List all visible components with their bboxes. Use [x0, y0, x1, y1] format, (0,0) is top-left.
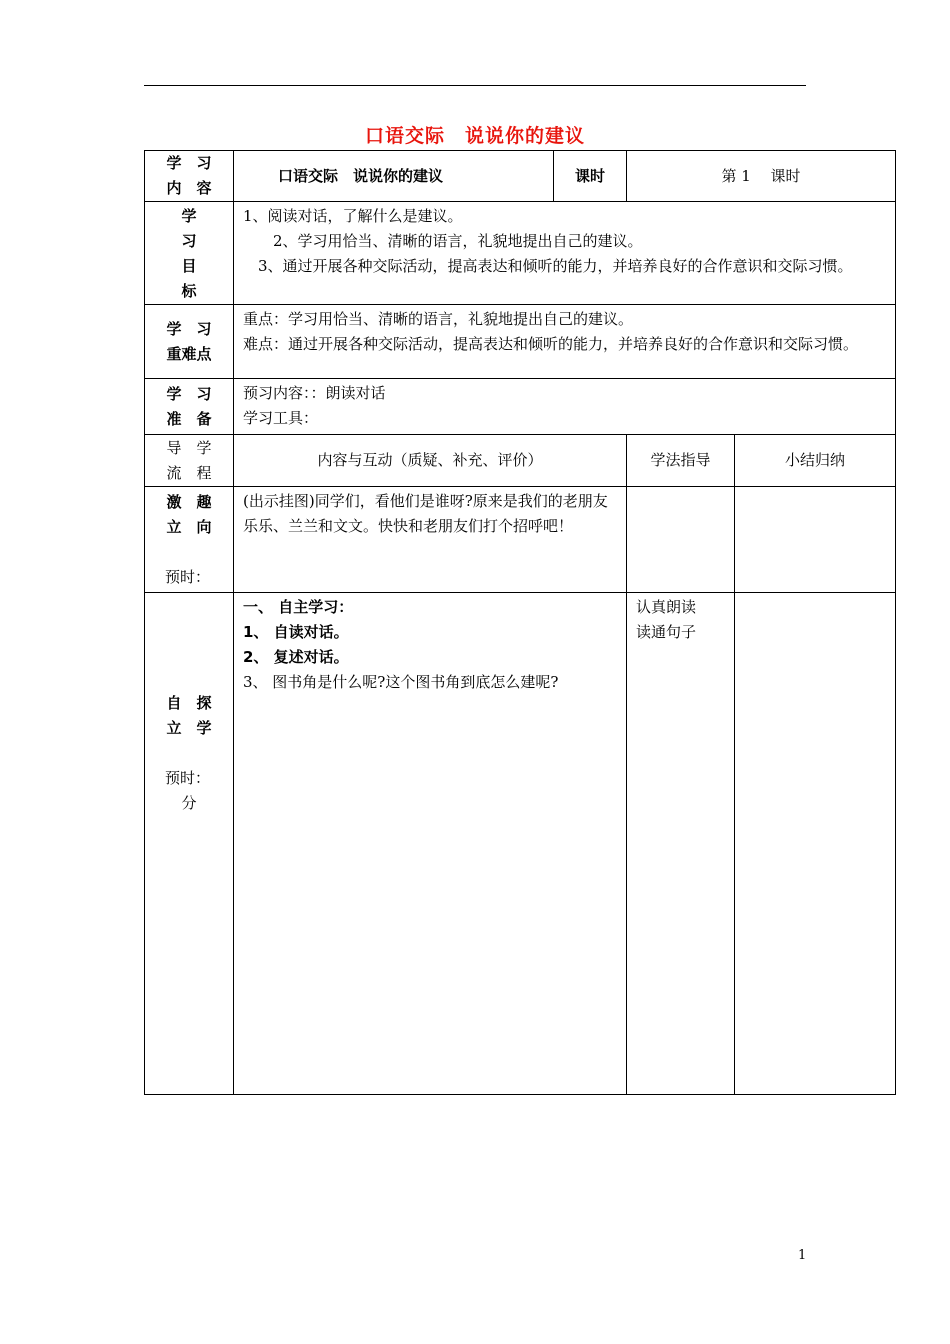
interest-method [627, 487, 735, 593]
label-line: 自 探 [166, 694, 212, 712]
time-label: 预时： [165, 568, 211, 586]
label-line: 流 程 [166, 463, 212, 482]
header-rule [144, 85, 806, 86]
label-char: 标 [181, 282, 197, 300]
label-preparation [145, 379, 234, 435]
goal-line: 1、阅读对话，了解什么是建议。 [243, 207, 463, 225]
label-key-points [145, 305, 234, 379]
lesson-plan-table [144, 150, 896, 1095]
period-value: 第 1 课时 [627, 151, 896, 202]
label-char: 学 [181, 207, 197, 225]
label-char: 目 [181, 257, 197, 275]
label-line: 准 备 [166, 409, 212, 428]
interest-summary [735, 487, 896, 593]
page-number: 1 [798, 1248, 807, 1263]
label-goals [145, 202, 234, 305]
label-line: 激 趣 [166, 493, 212, 511]
row-preparation [145, 379, 896, 435]
col-header-summary: 小结归纳 [735, 435, 896, 487]
self-study-summary [735, 593, 896, 1095]
time-label: 预时： [165, 769, 211, 787]
study-line: 1、 自读对话。 [243, 623, 349, 641]
row-goals [145, 202, 896, 305]
label-line: 立 学 [166, 719, 212, 737]
interest-content: (出示挂图)同学们，看他们是谁呀?原来是我们的老朋友乐乐、兰兰和文文。快快和老朋友们打个招呼吧！ [234, 487, 627, 593]
label-line: 学 习 [166, 384, 212, 403]
key-point-line: 难点：通过开展各种交际活动，提高表达和倾听的能力，并培养良好的合作意识和交际习惯。 [243, 335, 859, 353]
page-title: 口语交际 说说你的建议 [364, 125, 585, 147]
row-content [145, 151, 896, 202]
time-unit: 分 [181, 794, 197, 812]
label-line: 重难点 [166, 344, 212, 363]
self-study-method: 认真朗读读通句子 [627, 593, 735, 1095]
key-points-content [234, 305, 896, 379]
label-self-study [145, 593, 234, 1095]
label-line: 内 容 [166, 179, 212, 197]
label-char: 习 [181, 232, 197, 250]
preparation-line: 预习内容：：朗读对话 [243, 384, 386, 402]
goal-line: 2、学习用恰当、清晰的语言，礼貌地提出自己的建议。 [243, 232, 643, 250]
row-flow-header [145, 435, 896, 487]
lesson-topic: 口语交际 说说你的建议 [234, 151, 554, 202]
preparation-line: 学习工具： [243, 409, 319, 427]
label-line: 学 习 [166, 319, 212, 338]
row-interest [145, 487, 896, 593]
preparation-content [234, 379, 896, 435]
label-line: 学 习 [166, 154, 212, 172]
study-line: 一、 自主学习： [243, 598, 354, 616]
row-self-study [145, 593, 896, 1095]
study-line: 2、 复述对话。 [243, 648, 349, 666]
row-key-points [145, 305, 896, 379]
col-header-content: 内容与互动（质疑、补充、评价） [234, 435, 627, 487]
label-flow [145, 435, 234, 487]
label-interest [145, 487, 234, 593]
study-line: 3、 图书角是什么呢?这个图书角到底怎么建呢? [243, 673, 559, 691]
self-study-content [234, 593, 627, 1095]
goal-line: 3、通过开展各种交际活动，提高表达和倾听的能力，并培养良好的合作意识和交际习惯。 [243, 257, 853, 275]
label-content [145, 151, 234, 202]
label-line: 立 向 [166, 518, 212, 536]
period-label: 课时 [554, 151, 627, 202]
label-line: 导 学 [166, 438, 212, 457]
key-point-line: 重点：学习用恰当、清晰的语言，礼貌地提出自己的建议。 [243, 310, 634, 328]
goals-content [234, 202, 896, 305]
col-header-method: 学法指导 [627, 435, 735, 487]
